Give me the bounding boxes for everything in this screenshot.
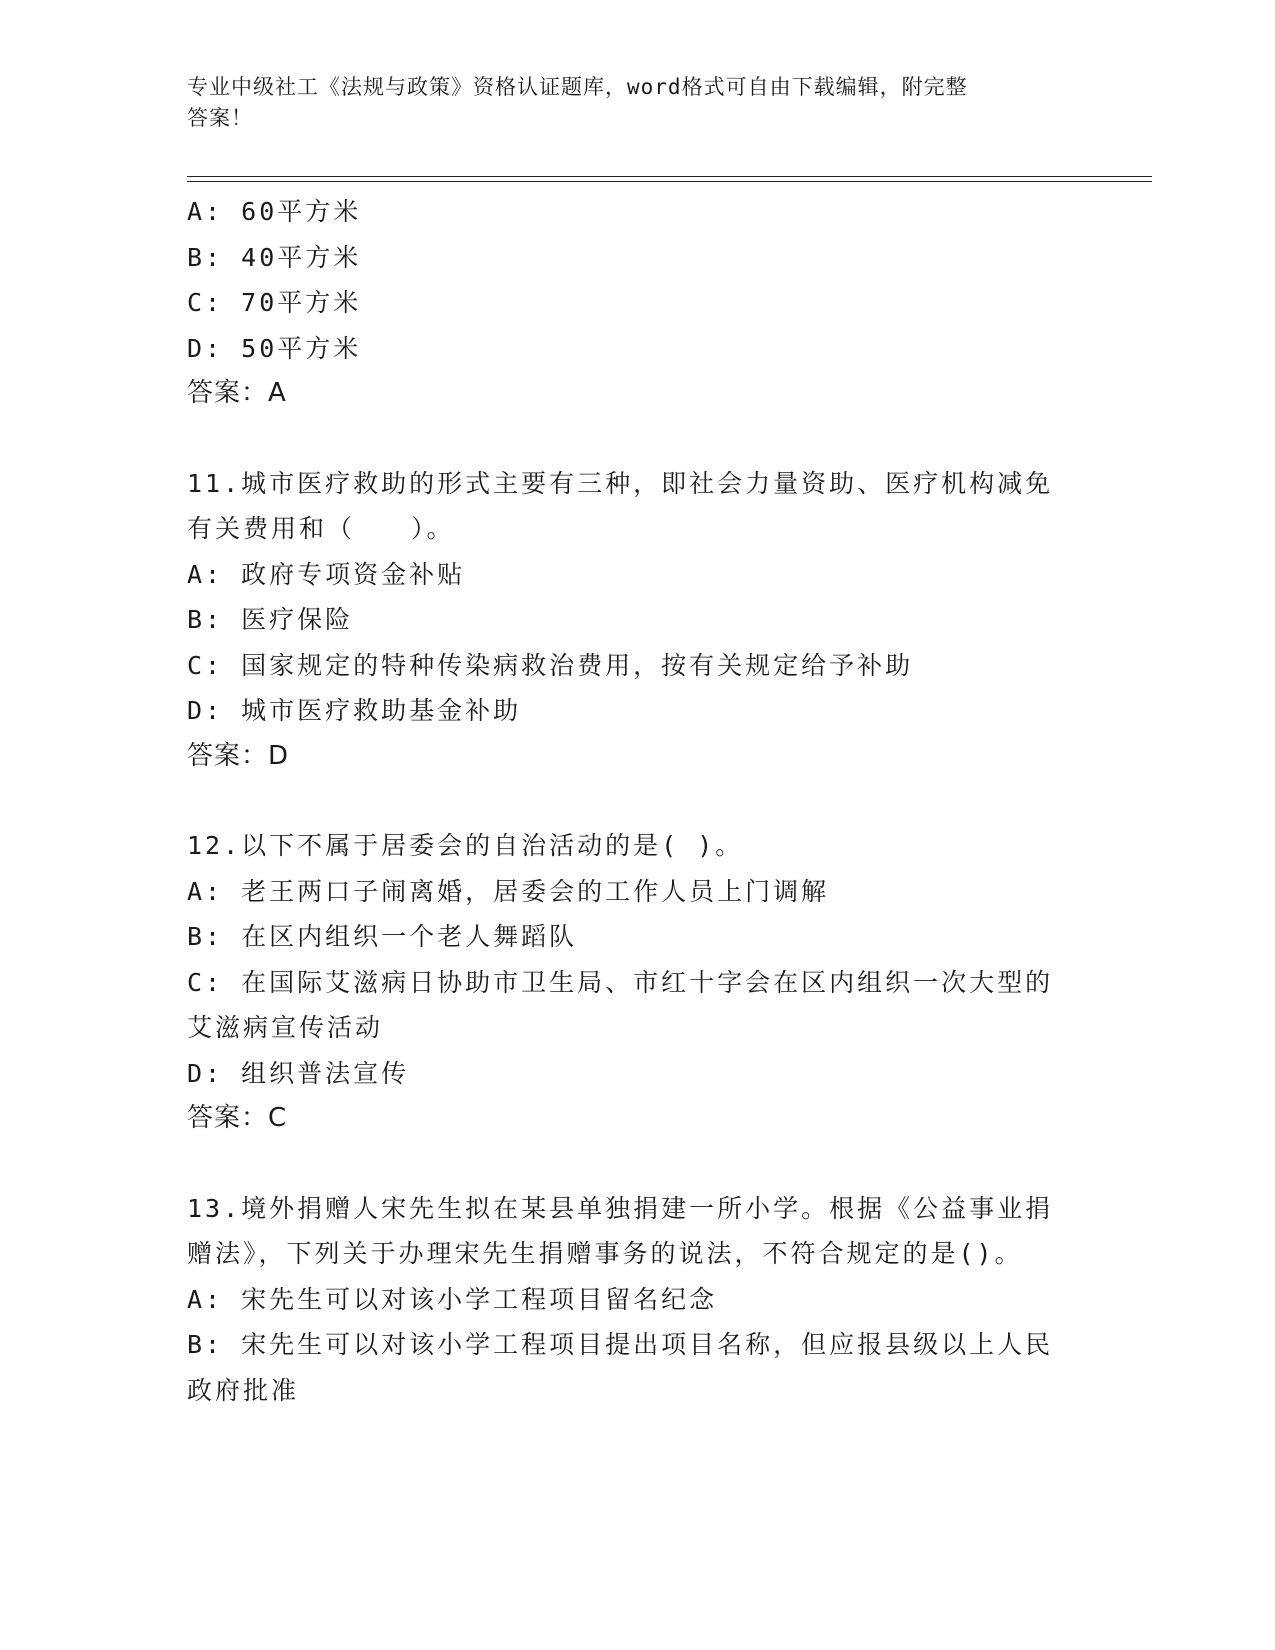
question-stem-line-1: 13.境外捐赠人宋先生拟在某县单独捐建一所小学。根据《公益事业捐: [187, 1193, 1054, 1223]
option-b: B: 40平方米: [187, 242, 362, 272]
question-13: [187, 1186, 1087, 1414]
question-11: [187, 461, 1087, 780]
option-b-line-2: 政府批准: [187, 1375, 300, 1405]
answer-label: 答案：A: [187, 378, 287, 408]
header-title-line-1: 专业中级社工《法规与政策》资格认证题库，word格式可自由下载编辑，附完整: [187, 75, 968, 99]
option-c-line-1: C: 在国际艾滋病日协助市卫生局、市红十字会在区内组织一次大型的: [187, 967, 1054, 997]
question-stem-line-1: 11.城市医疗救助的形式主要有三种，即社会力量资助、医疗机构减免: [187, 468, 1054, 498]
option-b-line-1: B: 宋先生可以对该小学工程项目提出项目名称，但应报县级以上人民: [187, 1330, 1054, 1359]
option-c-line-2: 艾滋病宣传活动: [187, 1013, 384, 1042]
option-a: A: 老王两口子闹离婚，居委会的工作人员上门调解: [187, 876, 830, 906]
option-a: A: 政府专项资金补贴: [187, 559, 466, 589]
header-divider-top: [187, 176, 1152, 177]
question-12: [187, 823, 1087, 1142]
option-c: C: 国家规定的特种传染病救治费用，按有关规定给予补助: [187, 650, 914, 680]
header-title-line-2: 答案！: [187, 106, 253, 130]
question-stem-line-2: 赠法》，下列关于办理宋先生捐赠事务的说法，不符合规定的是()。: [187, 1239, 1023, 1268]
option-d: D: 组织普法宣传: [187, 1058, 410, 1088]
document-header: [187, 72, 1067, 134]
spacer: [187, 417, 1087, 461]
spacer: [187, 779, 1087, 823]
option-a: A: 60平方米: [187, 197, 362, 226]
question-stem-line-2: 有关费用和（ ）。: [187, 514, 455, 543]
answer-label: 答案：C: [187, 1103, 288, 1133]
spacer: [187, 1142, 1087, 1186]
option-c: C: 70平方米: [187, 288, 362, 317]
answer-label: 答案：D: [187, 740, 290, 771]
option-d: D: 50平方米: [187, 333, 362, 363]
option-a: A: 宋先生可以对该小学工程项目留名纪念: [187, 1284, 718, 1314]
question-list: [187, 189, 1087, 1413]
option-d: D: 城市医疗救助基金补助: [187, 696, 522, 725]
question-stem: 12.以下不属于居委会的自治活动的是( )。: [187, 831, 744, 860]
question-10: [187, 189, 1087, 417]
option-b: B: 在区内组织一个老人舞蹈队: [187, 922, 578, 951]
header-divider-bottom: [187, 181, 1152, 182]
option-b: B: 医疗保险: [187, 605, 354, 634]
